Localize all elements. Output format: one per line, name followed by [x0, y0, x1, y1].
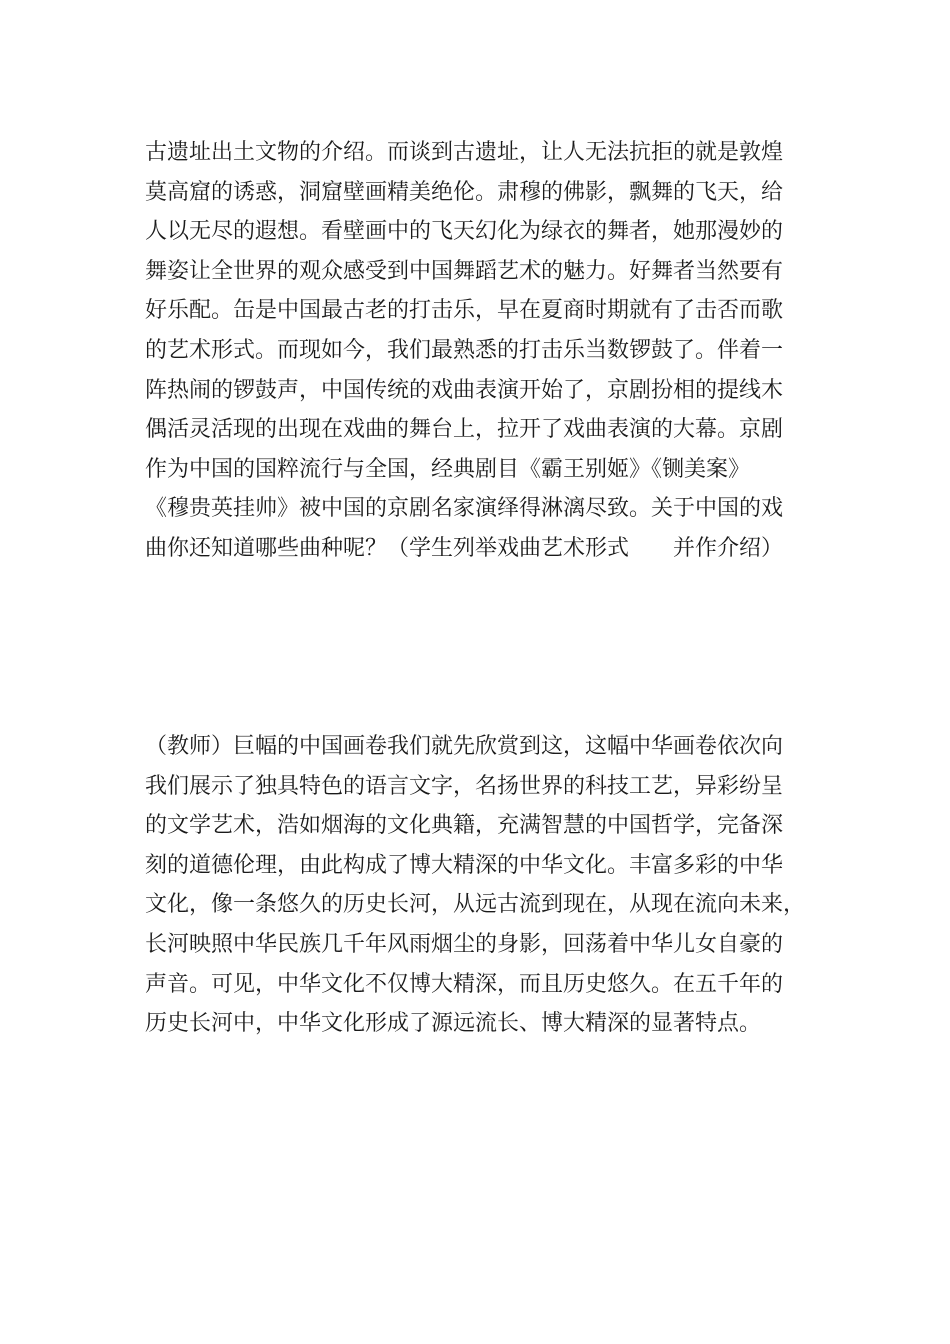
text-line: 作为中国的国粹流行与全国，经典剧目《霸王别姬》《铡美案》: [145, 456, 751, 482]
text-line: 阵热闹的锣鼓声，中国传统的戏曲表演开始了，京剧扮相的提线木: [145, 377, 784, 403]
text-line: 人以无尽的遐想。看壁画中的飞天幻化为绿衣的舞者，她那漫妙的: [145, 219, 784, 245]
text-line: 偶活灵活现的出现在戏曲的舞台上，拉开了戏曲表演的大幕。京剧: [145, 417, 784, 443]
text-line: 长河映照中华民族几千年风雨烟尘的身影，回荡着中华儿女自豪的: [145, 931, 784, 957]
text-line: 《穆贵英挂帅》被中国的京剧名家演绎得淋漓尽致。关于中国的戏: [145, 496, 784, 522]
text-line: 的艺术形式。而现如今，我们最熟悉的打击乐当数锣鼓了。伴着一: [145, 337, 784, 363]
paragraph-2: [145, 727, 835, 1044]
text-line: 刻的道德伦理，由此构成了博大精深的中华文化。丰富多彩的中华: [145, 852, 784, 878]
text-line: 历史长河中，中华文化形成了源远流长、博大精深的显著特点。: [145, 1011, 762, 1037]
text-line: 曲你还知道哪些曲种呢？（学生列举戏曲艺术形式 并作介绍）: [145, 535, 784, 561]
text-line: 文化，像一条悠久的历史长河，从远古流到现在，从现在流向未来，: [145, 892, 806, 918]
text-line: 声音。可见，中华文化不仅博大精深，而且历史悠久。在五千年的: [145, 971, 784, 997]
text-line: 莫高窟的诱惑，洞窟壁画精美绝伦。肃穆的佛影，飘舞的飞天，给: [145, 179, 784, 205]
text-line: 的文学艺术，浩如烟海的文化典籍，充满智慧的中国哲学，完备深: [145, 813, 784, 839]
text-line: 我们展示了独具特色的语言文字，名扬世界的科技工艺，异彩纷呈: [145, 773, 784, 799]
paragraph-1: [145, 133, 835, 569]
text-line: 舞姿让全世界的观众感受到中国舞蹈艺术的魅力。好舞者当然要有: [145, 258, 784, 284]
text-line: 古遗址出土文物的介绍。而谈到古遗址，让人无法抗拒的就是敦煌: [145, 140, 784, 165]
text-line: （教师）巨幅的中国画卷我们就先欣赏到这，这幅中华画卷依次向: [145, 734, 784, 759]
text-line: 好乐配。缶是中国最古老的打击乐，早在夏商时期就有了击否而歌: [145, 298, 784, 324]
